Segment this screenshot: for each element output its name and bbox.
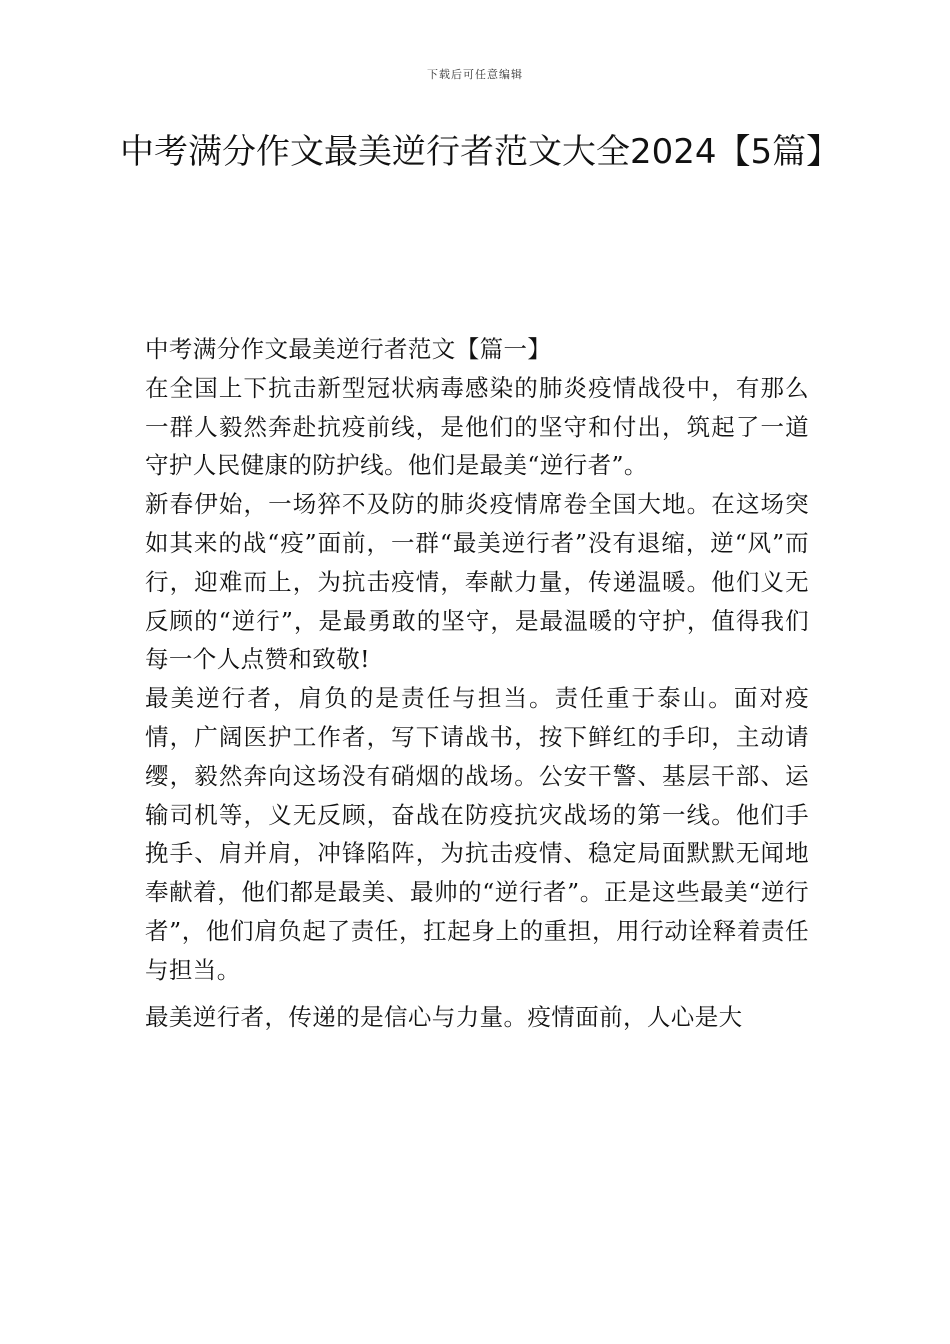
document-title: 中考满分作文最美逆行者范文大全2024【5篇】 (120, 132, 841, 172)
paragraph-3: 最美逆行者，肩负的是责任与担当。责任重于泰山。面对疫情，广阔医护工作者，写下请战书，按下鲜红的手印，主动请缨，毅然奔向这场没有硝烟的战场。公安干警、基层干部、运输司机等，义无反顾，奋战在防疫抗灾战场的第一线。他们手挽手、肩并肩，冲锋陷阵，为抗击疫情、稳定局面默默无闻地奉献着，他们都是最美、最帅的“逆行者”。正是这些最美“逆行者”，他们肩负起了责任，扛起身上的重担，用行动诠释着责任与担当。 (145, 684, 809, 984)
paragraph-1: 在全国上下抗击新型冠状病毒感染的肺炎疫情战役中，有那么一群人毅然奔赴抗疫前线，是他们的坚守和付出，筑起了一道守护人民健康的防护线。他们是最美“逆行者”。 (145, 373, 809, 480)
document-body (145, 330, 809, 1036)
header-note: 下载后可任意编辑 (427, 68, 523, 81)
section-heading: 中考满分作文最美逆行者范文【篇一】 (145, 335, 552, 363)
paragraph-2: 新春伊始，一场猝不及防的肺炎疫情席卷全国大地。在这场突如其来的战“疫”面前，一群“最美逆行者”没有退缩，逆“风”而行，迎难而上，为抗击疫情，奉献力量，传递温暖。他们义无反顾的“逆行”，是最勇敢的坚守，是最温暖的守护，值得我们每一个人点赞和致敬! (145, 490, 809, 674)
paragraph-4: 最美逆行者，传递的是信心与力量。疫情面前，人心是大 (145, 1002, 743, 1031)
